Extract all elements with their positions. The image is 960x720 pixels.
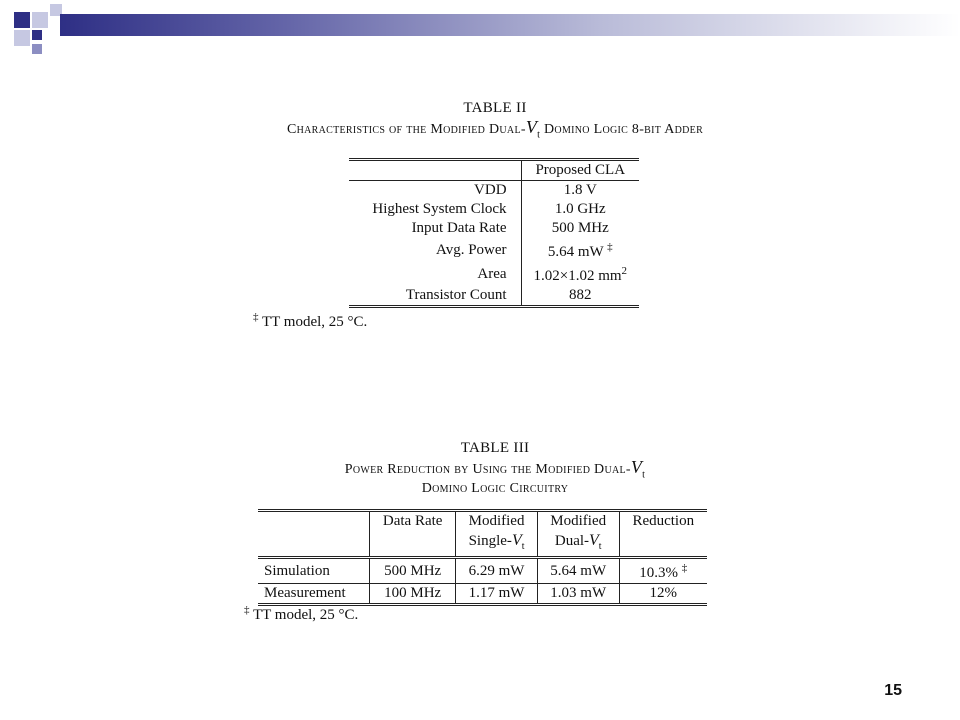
table3 bbox=[258, 509, 707, 606]
row-label: Input Data Rate bbox=[411, 220, 507, 236]
row-label: Measurement bbox=[264, 585, 346, 602]
cell-single: 1.17 mW bbox=[456, 584, 538, 605]
header-reduction: Reduction bbox=[619, 511, 707, 558]
table2-footnote bbox=[253, 311, 367, 331]
deco-square bbox=[32, 12, 48, 28]
deco-square bbox=[14, 12, 30, 28]
page-number: 15 bbox=[884, 682, 902, 699]
header-single: Modified Single-$V_t$ bbox=[456, 511, 538, 558]
row-value: 882 bbox=[521, 286, 639, 307]
row-label: Transistor Count bbox=[405, 287, 507, 303]
footnote-text: TT model, 25 °C. bbox=[252, 607, 359, 623]
cell-reduction: 12% bbox=[619, 584, 707, 605]
header-gradient-bar bbox=[60, 14, 960, 36]
table3-header-row bbox=[258, 511, 707, 558]
cell-single: 6.29 mW bbox=[456, 558, 538, 584]
footnote-mark: ‡ bbox=[607, 241, 613, 253]
table-row bbox=[349, 181, 639, 201]
row-value: 1.8 V bbox=[521, 181, 639, 201]
superscript: 2 bbox=[621, 265, 628, 277]
table2-header-row bbox=[349, 160, 639, 181]
row-label: Highest System Clock bbox=[372, 201, 507, 217]
cell-data-rate: 100 MHz bbox=[370, 584, 456, 605]
row-label: Avg. Power bbox=[435, 241, 507, 258]
row-value: 1.0 GHz bbox=[521, 200, 639, 219]
table3-footnote bbox=[244, 604, 358, 624]
header-blank bbox=[258, 511, 370, 558]
table2 bbox=[349, 158, 639, 308]
cell-dual: 5.64 mW bbox=[537, 558, 619, 584]
table-row bbox=[349, 286, 639, 307]
row-value: 1.02×1.02 $mm^2$ bbox=[521, 262, 639, 286]
row-label: Area bbox=[477, 265, 507, 282]
row-value: 500 MHz bbox=[521, 219, 639, 238]
table-row bbox=[258, 584, 707, 605]
cell-data-rate: 500 MHz bbox=[370, 558, 456, 584]
table-row bbox=[258, 558, 707, 584]
table-row bbox=[349, 262, 639, 286]
table2-title bbox=[230, 100, 760, 141]
header-dual: Modified Dual-$V_t$ bbox=[537, 511, 619, 558]
row-label: VDD bbox=[474, 182, 507, 198]
header-data-rate: Data Rate bbox=[370, 511, 456, 558]
header-decoration bbox=[0, 0, 960, 56]
footnote-mark: ‡ bbox=[253, 311, 259, 323]
table2-number: TABLE II bbox=[463, 100, 527, 116]
cell-reduction: 10.3% ‡ bbox=[619, 558, 707, 584]
table3-caption-line2: Domino Logic Circuitry bbox=[421, 480, 569, 496]
footnote-mark: ‡ bbox=[681, 562, 688, 575]
row-label: Simulation bbox=[258, 558, 370, 584]
table2-column-header: Proposed CLA bbox=[521, 160, 639, 181]
deco-square bbox=[32, 44, 42, 54]
deco-square bbox=[32, 30, 42, 40]
row-value: 5.64 mW ‡ bbox=[521, 238, 639, 262]
footnote-text: TT model, 25 °C. bbox=[261, 314, 368, 330]
deco-square bbox=[14, 30, 30, 46]
table-row bbox=[349, 219, 639, 238]
table3-number: TABLE III bbox=[460, 440, 530, 456]
footnote-mark: ‡ bbox=[244, 604, 250, 616]
cell-dual: 1.03 mW bbox=[537, 584, 619, 605]
table3-title bbox=[230, 440, 760, 497]
table2-caption: Characteristics of the Modified Dual-$V_t$ Domino Logic 8-bit Adder bbox=[286, 117, 704, 141]
table-row bbox=[349, 238, 639, 262]
table3-caption-line1: Power Reduction by Using the Modified Dual-$V_t$ bbox=[344, 457, 646, 481]
table-row bbox=[349, 200, 639, 219]
